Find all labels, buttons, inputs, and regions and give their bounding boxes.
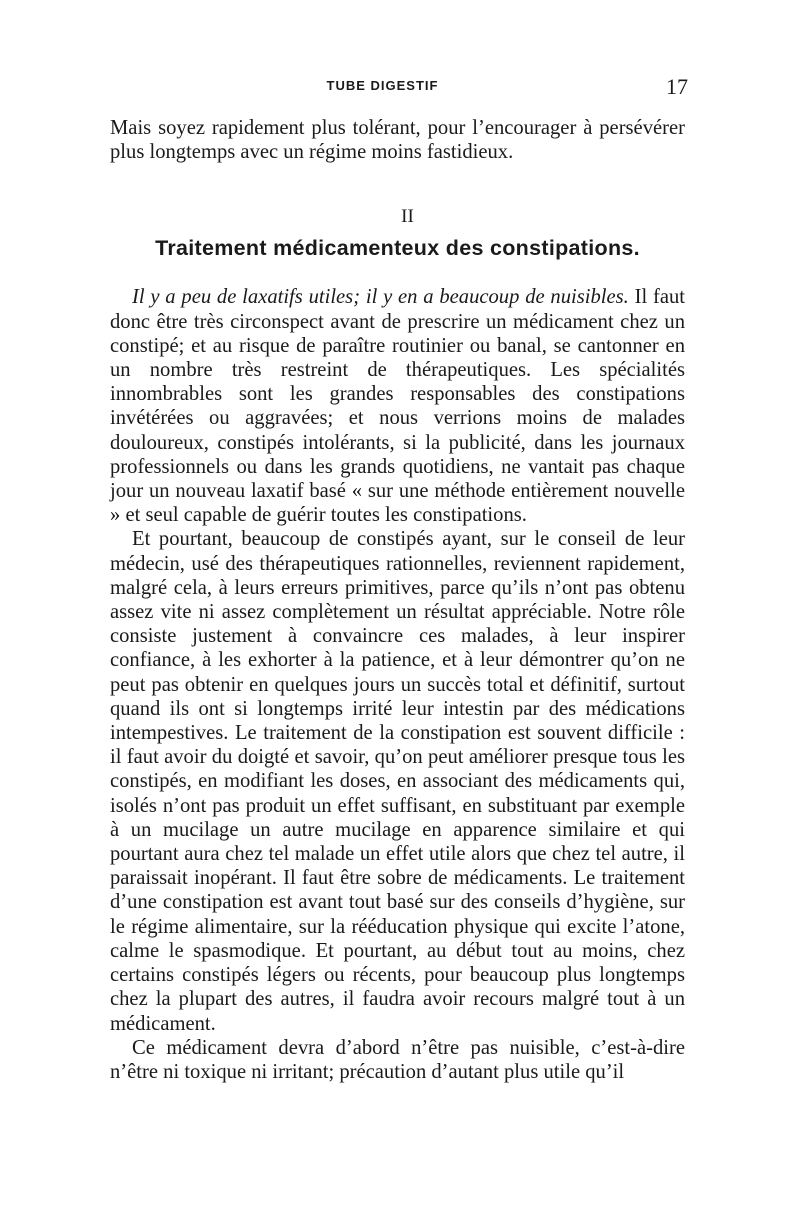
section-title: Traitement médicamenteux des constipations. xyxy=(155,236,640,261)
intro-paragraph: Mais soyez rapidement plus tolérant, pour l’encourager à persévérer plus longtemps avec un régime moins fastidieux. xyxy=(110,117,685,164)
paragraph-1-italic-lead: Il y a peu de laxatifs utiles; il y en a beaucoup de nuisibles. xyxy=(132,286,629,309)
paragraph-1-body: Il faut donc être très circonspect avant de prescrire un médicament chez un constipé; et au risque de paraître routinier ou banal, se cantonner en un nombre très restreint de thérapeutiques. Les spécialités innombrables sont les grandes responsables des constipations invétérées ou aggravées; et nous verrions moins de malades douloureux, constipés intolérants, si la publicité, dans les journaux professionnels ou dans les grands quotidiens, ne vantait pas chaque jour un nouveau laxatif basé « sur une méthode entièrement nouvelle » et seul capable de guérir toutes les constipations. xyxy=(110,286,685,527)
running-head xyxy=(110,70,688,106)
book-page xyxy=(110,70,688,1084)
paragraph-1 xyxy=(110,285,685,527)
page-number: 17 xyxy=(666,74,688,99)
paragraph-2: Et pourtant, beaucoup de constipés ayant, sur le conseil de leur médecin, usé des thérapeutiques rationnelles, reviennent rapidement, malgré cela, à leurs erreurs primitives, parce qu’ils n’ont pas obtenu assez vite ni assez complètement un résultat appréciable. Notre rôle consiste justement à convaincre ces malades, à leur inspirer confiance, à les exhorter à la patience, et à leur démontrer qu’on ne peut pas obtenir en quelques jours un succès total et définitif, surtout quand ils ont si longtemps irrité leur intestin par des médications intempestives. Le traitement de la constipation est souvent difficile : il faut avoir du doigté et savoir, qu’on peut améliorer presque tous les constipés, en modifiant les doses, en associant des médicaments qui, isolés n’ont pas produit un effet suffisant, en substituant par exemple à un mucilage un autre mucilage en apparence similaire et qui pourtant aura chez tel malade un effet utile alors que chez tel autre, il paraissait inopérant. Il faut être sobre de médicaments. Le traitement d’une constipation est avant tout basé sur des conseils d’hygiène, sur le régime alimentaire, sur la rééducation physique qui excite l’atone, calme le spasmodique. Et pourtant, au début tout au moins, chez certains constipés légers ou récents, pour beaucoup plus longtemps chez la plupart des autres, il faudra avoir recours malgré tout à un médicament. xyxy=(110,528,685,1035)
section-number: II xyxy=(401,206,414,228)
paragraph-3: Ce médicament devra d’abord n’être pas nuisible, c’est-à-dire n’être ni toxique ni irritant; précaution d’autant plus utile qu’il xyxy=(110,1036,685,1083)
running-title: TUBE DIGESTIF xyxy=(326,78,439,93)
